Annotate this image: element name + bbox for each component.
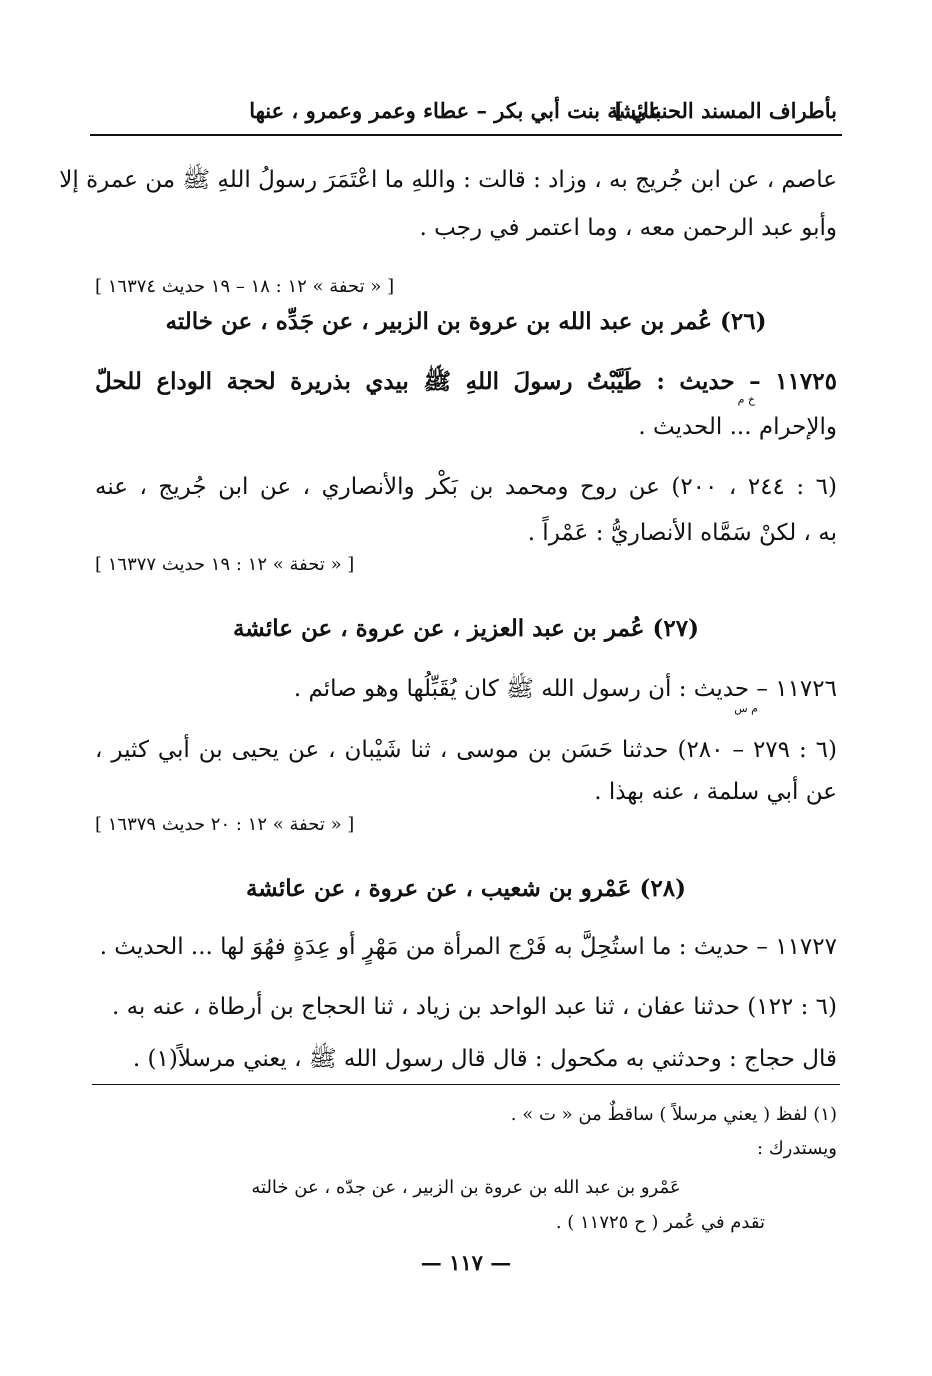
footnote-addendum-text: تقدم في عُمر ( ح ١١٧٢٥ ) . <box>555 1212 765 1233</box>
isnad-line: قال حجاج : وحدثني به مكحول : قال قال رسول الله ﷺ ، يعني مرسلاً(١) . <box>132 1046 837 1072</box>
footnote: (١) لفظ ( يعني مرسلاً ) ساقطٌ من « ت » . <box>510 1104 837 1125</box>
hadith-line <box>95 365 837 399</box>
section-heading: (٢٨) عَمْرو بن شعيب ، عن عروة ، عن عائشة <box>245 875 687 902</box>
footnote-addendum-text: عَمْرو بن عبد الله بن عروة بن الزبير ، عن جدّه ، عن خالته <box>251 1177 681 1198</box>
hadith-text: ١١٧٢٥ – حديث : طَيَّبْتُ رسولَ اللهِ ﷺ بيدي بذريرة لحجة الوداع للحلّ <box>95 368 837 395</box>
isnad-line: (٦ : ٢٧٩ – ٢٨٠) حدثنا حَسَن بن موسى ، ثنا شَيْبان ، عن يحيى بن أبي كثير ، <box>95 737 838 763</box>
isnad-line: (٦ : ١٢٢) حدثنا عفان ، ثنا عبد الواحد بن زياد ، ثنا الحجاج بن أرطاة ، عنه به . <box>111 994 837 1020</box>
section-heading: (٢٦) عُمر بن عبد الله بن عروة بن الزبير ، عن جَدِّه ، عن خالته <box>165 308 767 335</box>
tuhfa-citation: [ « تحفة » ١٢ : ١٩ حديث ١٦٣٧٧ ] <box>95 554 355 575</box>
isnad-line: (٦ : ٢٤٤ ، ٢٠٠) عن روح ومحمد بن بَكْر والأنصاري ، عن ابن جُريج ، عنه <box>95 474 838 500</box>
text-line: وأبو عبد الرحمن معه ، وما اعتمر في رجب . <box>419 215 837 241</box>
tuhfa-citation: [ « تحفة » ١٢ : ١٨ – ١٩ حديث ١٦٣٧٤ ] <box>95 276 395 297</box>
footnote-addendum-label: ويستدرك : <box>757 1138 837 1159</box>
tuhfa-citation: [ « تحفة » ١٢ : ٢٠ حديث ١٦٣٧٩ ] <box>95 814 355 835</box>
page-number: — ١١٧ — <box>420 1250 512 1275</box>
sigla-marker: خ م <box>737 393 755 406</box>
hadith-line: والإحرام ... الحديث . <box>638 414 837 440</box>
isnad-line: عن أبي سلمة ، عنه بهذا . <box>594 779 837 805</box>
hadith-line: ١١٧٢٦ – حديث : أن رسول الله ﷺ كان يُقَبِّلُها وهو صائم . <box>293 676 837 702</box>
sigla-marker: م س <box>734 702 758 715</box>
running-header <box>95 98 837 132</box>
header-book-title: بأطراف المسند الحنبلي ] <box>613 98 837 123</box>
header-section-title: عائشة بنت أبي بكر – عطاء وعمر وعمرو ، عنها <box>249 98 662 123</box>
text-line: عاصم ، عن ابن جُريج به ، وزاد : قالت : واللهِ ما اعْتَمَرَ رسولُ اللهِ ﷺ من عمرة إلا <box>59 167 837 193</box>
footnote-rule <box>92 1084 840 1085</box>
hadith-line: ١١٧٢٧ – حديث : ما استُحِلَّ به فَرْج المرأة من مَهْرٍ أو عِدَةٍ فهُوَ لها ... الحديث . <box>99 934 837 960</box>
isnad-line: به ، لكنْ سَمَّاه الأنصاريُّ : عَمْراً . <box>527 520 837 546</box>
header-rule <box>90 134 842 136</box>
section-heading: (٢٧) عُمر بن عبد العزيز ، عن عروة ، عن عائشة <box>232 615 700 642</box>
